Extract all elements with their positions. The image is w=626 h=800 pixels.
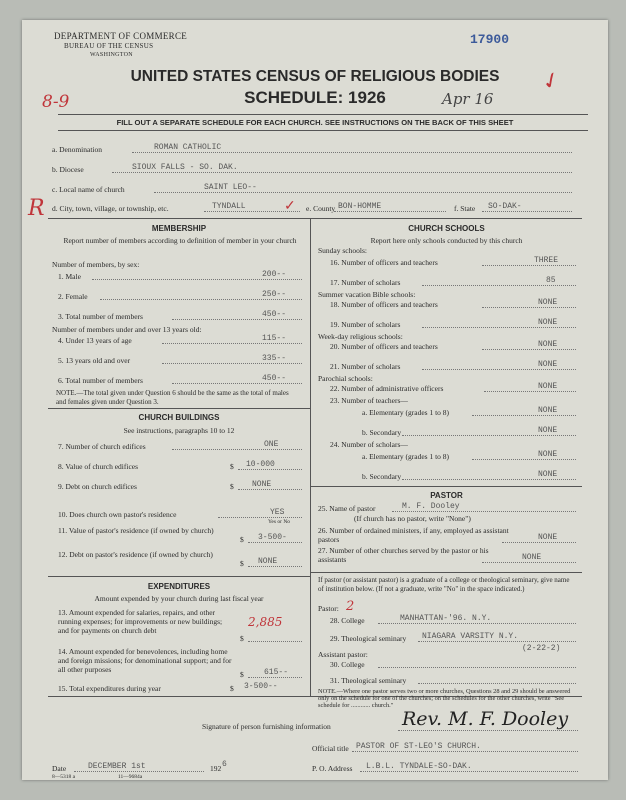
summer-label: Summer vacation Bible schools: — [318, 290, 416, 299]
q2-label: 2. Female — [58, 292, 88, 301]
buildings-title: CHURCH BUILDINGS — [138, 413, 220, 422]
diocese-value: SIOUX FALLS - SO. DAK. — [132, 163, 238, 172]
q4-label: 4. Under 13 years of age — [58, 336, 132, 345]
q16-value: THREE — [534, 256, 559, 265]
q22-value: NONE — [538, 382, 558, 391]
q21-value: NONE — [538, 360, 558, 369]
q22-label: 22. Number of administrative officers — [330, 384, 444, 393]
q2-value: 250-- — [262, 290, 287, 299]
q20-label: 20. Number of officers and teachers — [330, 342, 438, 351]
q29-extra: (2-22-2) — [522, 644, 561, 653]
parochial-label: Parochial schools: — [318, 374, 373, 383]
q3-value: 450-- — [262, 310, 287, 319]
date-label: Date — [52, 764, 67, 773]
census-schedule-sheet — [22, 20, 608, 780]
q20-value: NONE — [538, 340, 558, 349]
q7-label: 7. Number of church edifices — [58, 442, 146, 451]
department-label: DEPARTMENT OF COMMERCE — [54, 31, 188, 41]
county-value: BON-HOMME — [338, 202, 382, 211]
pastor-mark: 2 — [346, 599, 355, 614]
q9-value: NONE — [252, 480, 272, 489]
q11-value: 3-500- — [258, 533, 287, 542]
q31-label: 31. Theological seminary — [330, 676, 407, 685]
diocese-label: b. Diocese — [52, 165, 84, 174]
schools-intro: Report here only schools conducted by this church — [370, 236, 523, 245]
q25-hint: (If church has no pastor, write "None") — [354, 514, 471, 523]
q12-value: NONE — [258, 557, 278, 566]
q18-value: NONE — [538, 298, 558, 307]
date-value: DECEMBER 1st — [88, 762, 146, 771]
q11-label: 11. Value of pastor's residence (if owned by church) — [58, 526, 214, 535]
assistant-pastor-label: Assistant pastor: — [318, 650, 368, 659]
q26-value: NONE — [538, 533, 558, 542]
q6-value: 450-- — [262, 374, 287, 383]
q21-label: 21. Number of scholars — [330, 362, 401, 371]
q24b-label: b. Secondary — [362, 472, 402, 481]
print-code: 11—9684a — [118, 774, 143, 780]
weekday-label: Week-day religious schools: — [318, 332, 403, 341]
q3-label: 3. Total number of members — [58, 312, 143, 321]
q11-dollar: $ — [240, 535, 244, 544]
q13-value: 2,885 — [248, 615, 283, 629]
q9-label: 9. Debt on church edifices — [58, 482, 137, 491]
denomination-label: a. Denomination — [52, 145, 102, 154]
q13-dollar: $ — [240, 634, 244, 643]
pastor-title: PASTOR — [430, 491, 463, 500]
q24-label: 24. Number of scholars— — [330, 440, 408, 449]
q30-label: 30. College — [330, 660, 365, 669]
q24a-value: NONE — [538, 450, 558, 459]
q26-label: 26. Number of ordained ministers, if any, employed as assistant pastors — [318, 526, 509, 544]
q17-value: 85 — [546, 276, 556, 285]
signature: Rev. M. F. Dooley — [402, 708, 569, 730]
q23b-value: NONE — [538, 426, 558, 435]
year-suffix: 6 — [222, 760, 227, 769]
q16-label: 16. Number of officers and teachers — [330, 258, 438, 267]
q15-value: 3-500-- — [244, 682, 278, 691]
q12-label: 12. Debt on pastor's residence (if owned by church) — [58, 550, 213, 559]
q8-dollar: $ — [230, 462, 234, 471]
q14-label: 14. Amount expended for benevolences, including home and foreign missions; for denominational support; and for all other purposes — [58, 647, 232, 674]
expenditures-title: EXPENDITURES — [147, 582, 211, 591]
year-prefix: 192 — [210, 764, 222, 773]
q25-value: M. F. Dooley — [402, 502, 460, 511]
q23a-label: a. Elementary (grades 1 to 8) — [362, 408, 450, 417]
q23a-value: NONE — [538, 406, 558, 415]
address-label: P. O. Address — [312, 764, 353, 773]
q15-dollar: $ — [230, 684, 234, 693]
state-value: SO-DAK- — [488, 202, 522, 211]
q18-label: 18. Number of officers and teachers — [330, 300, 438, 309]
members-by-sex-label: Number of members, by sex: — [52, 260, 140, 269]
q28-label: 28. College — [330, 616, 365, 625]
q23b-label: b. Secondary — [362, 428, 402, 437]
address-value: L.B.L. TYNDALE-SO-DAK. — [366, 762, 472, 771]
q10-value: YES — [270, 508, 285, 517]
q10-hint: Yes or No — [268, 519, 291, 525]
schedule-title: SCHEDULE: 1926 — [244, 88, 386, 107]
q6-label: 6. Total number of members — [58, 376, 143, 385]
q5-value: 335-- — [262, 354, 287, 363]
sunday-label: Sunday schools: — [318, 246, 367, 255]
state-label: f. State — [454, 204, 476, 213]
college-intro: If pastor (or assistant pastor) is a graduate of a college or theological seminary, give name of institution below. (If not a graduate, write "No" in the space indicated.) — [318, 576, 570, 593]
q15-label: 15. Total expenditures during year — [58, 684, 161, 693]
q8-label: 8. Value of church edifices — [58, 462, 139, 471]
official-title-value: PASTOR OF ST-LEO'S CHURCH. — [356, 742, 481, 751]
membership-title: MEMBERSHIP — [151, 224, 207, 233]
margin-note: 8-9 — [42, 92, 70, 112]
q23-label: 23. Number of teachers— — [330, 396, 408, 405]
q27-value: NONE — [522, 553, 542, 562]
signature-label: Signature of person furnishing information — [202, 722, 331, 731]
q8-value: 10-000 — [246, 460, 275, 469]
q14-value: 615-- — [264, 668, 289, 677]
membership-note: NOTE.—The total given under Question 6 should be the same as the total of males and females given under Question 3. — [56, 389, 289, 406]
age-intro-label: Number of members under and over 13 years old: — [52, 325, 202, 334]
q13-label: 13. Amount expended for salaries, repairs, and other running expenses; for improvements or new buildings; and for payments on church debt — [58, 608, 223, 635]
official-title-label: Official title — [312, 744, 349, 753]
city-field-value: TYNDALL — [212, 202, 246, 211]
pastor-sub-label: Pastor: — [318, 604, 339, 613]
q4-value: 115-- — [262, 334, 287, 343]
form-code: 8—5318 a — [52, 774, 76, 780]
q7-value: ONE — [264, 440, 279, 449]
q19-value: NONE — [538, 318, 558, 327]
bureau-label: BUREAU OF THE CENSUS — [64, 42, 154, 50]
q1-label: 1. Male — [58, 272, 81, 281]
q10-label: 10. Does church own pastor's residence — [58, 510, 177, 519]
county-label: e. County — [306, 204, 336, 213]
q19-label: 19. Number of scholars — [330, 320, 401, 329]
expenditures-intro: Amount expended by your church during last fiscal year — [94, 594, 264, 603]
instruction-line: FILL OUT A SEPARATE SCHEDULE FOR EACH CHURCH. SEE INSTRUCTIONS ON THE BACK OF THIS SHEET — [116, 118, 514, 127]
handwritten-date-note: Apr 16 — [442, 90, 494, 108]
local-name-label: c. Local name of church — [52, 185, 125, 194]
membership-intro: Report number of members according to definition of member in your church — [63, 236, 297, 245]
schools-title: CHURCH SCHOOLS — [408, 224, 485, 233]
denomination-value: ROMAN CATHOLIC — [154, 143, 222, 152]
q25-label: 25. Name of pastor — [318, 504, 376, 513]
city-field-label: d. City, town, village, or township, etc. — [52, 204, 169, 213]
form-title: UNITED STATES CENSUS OF RELIGIOUS BODIES — [130, 68, 500, 85]
check-mark-icon: ✓ — [537, 65, 565, 96]
buildings-intro: See instructions, paragraphs 10 to 12 — [123, 426, 235, 435]
q14-dollar: $ — [240, 670, 244, 679]
q9-dollar: $ — [230, 482, 234, 491]
local-name-value: SAINT LEO-- — [204, 183, 257, 192]
q24a-label: a. Elementary (grades 1 to 8) — [362, 452, 450, 461]
q17-label: 17. Number of scholars — [330, 278, 401, 287]
q29-label: 29. Theological seminary — [330, 634, 407, 643]
q29-value: NIAGARA VARSITY N.Y. — [422, 632, 519, 641]
q5-label: 5. 13 years old and over — [58, 356, 131, 365]
q12-dollar: $ — [240, 559, 244, 568]
q24b-value: NONE — [538, 470, 558, 479]
pastor-note: NOTE.—Where one pastor serves two or more churches, Questions 28 and 29 should be answered only on the schedule for one of the churches; on the schedules for the other churches, write "See schedule for ............ church." — [318, 688, 571, 710]
margin-mark: R — [28, 196, 45, 221]
check-mark-icon: ✓ — [284, 199, 296, 214]
q27-label: 27. Number of other churches served by the pastor or his assistants — [318, 546, 489, 564]
stamp-number: 17900 — [470, 32, 510, 47]
city-label: WASHINGTON — [90, 52, 133, 58]
q1-value: 200-- — [262, 270, 287, 279]
q28-value: MANHATTAN-'96. N.Y. — [400, 614, 492, 623]
